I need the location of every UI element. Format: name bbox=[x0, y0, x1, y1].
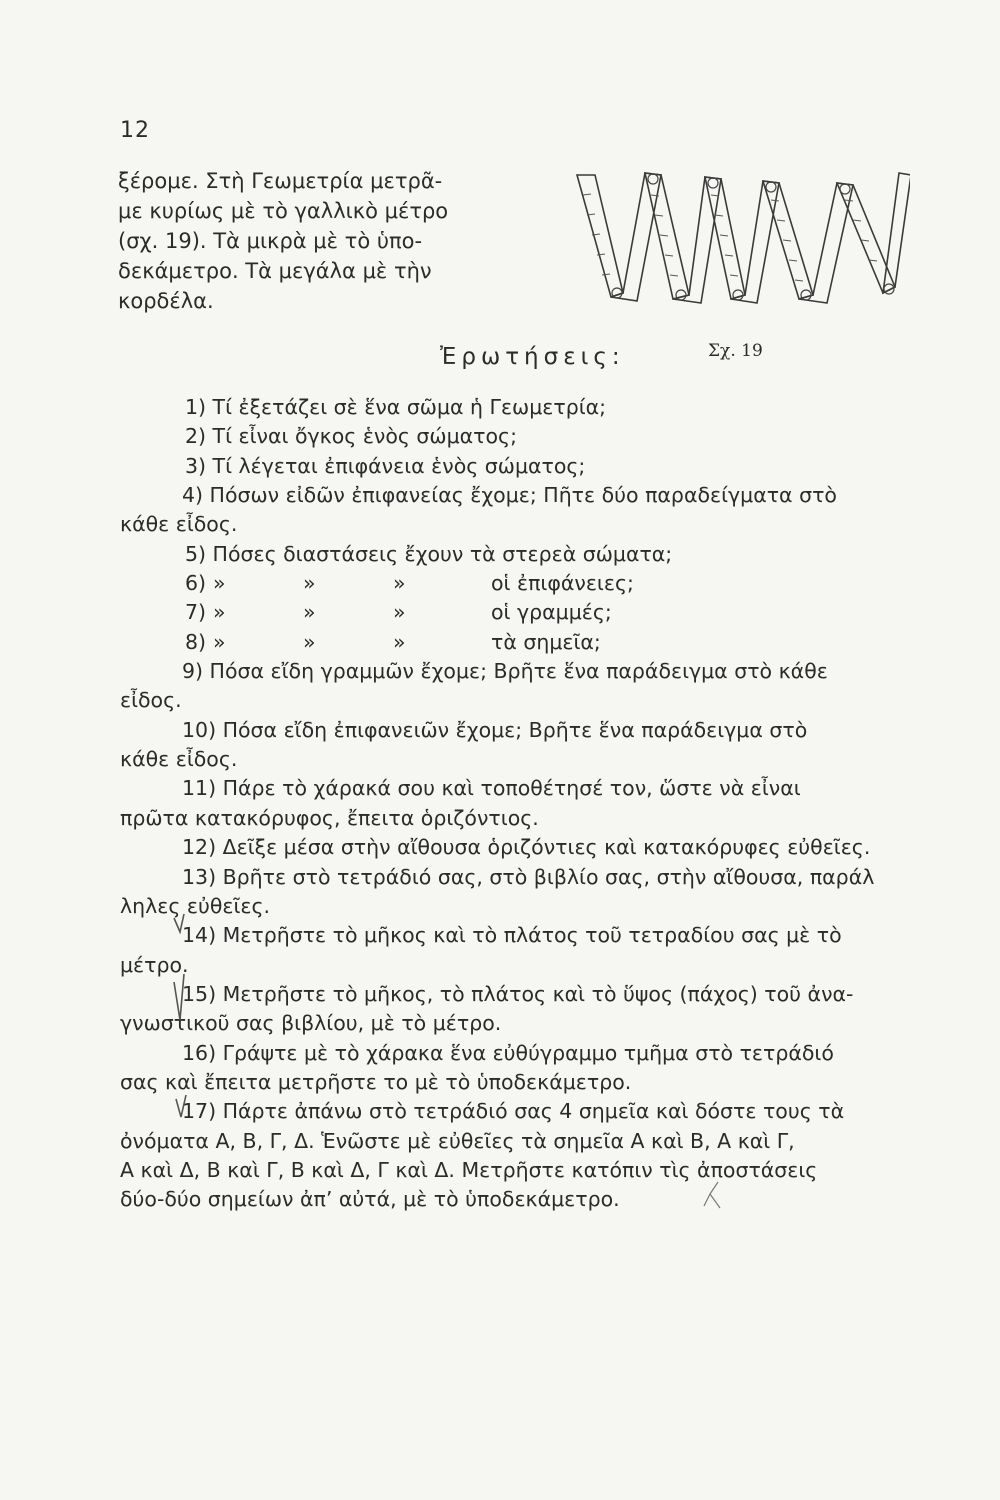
tick-marks bbox=[583, 194, 610, 275]
hinge bbox=[708, 178, 718, 188]
ditto-mark: » bbox=[303, 629, 316, 654]
question-item bbox=[120, 774, 935, 833]
question-text-continued: δύο-δύο σημείων ἀπ’ αὐτά, μὲ τὸ ὑποδεκάμετρο. bbox=[120, 1187, 620, 1212]
question-text-continued: πρῶτα κατακόρυφος, ἔπειτα ὁριζόντιος. bbox=[120, 805, 539, 830]
question-item bbox=[120, 863, 935, 922]
ditto-mark: » bbox=[393, 600, 406, 625]
question-item bbox=[120, 833, 935, 862]
question-text: 9) Πόσα εἴδη γραμμῶν ἔχομε; Βρῆτε ἕνα παράδειγμα στὸ κάθε bbox=[182, 659, 828, 684]
question-text: 10) Πόσα εἴδη ἐπιφανειῶν ἔχομε; Βρῆτε ἕνα παράδειγμα στὸ bbox=[182, 717, 808, 742]
question-text: 3) Τί λέγεται ἐπιφάνεια ἑνὸς σώματος; bbox=[185, 453, 586, 478]
question-item bbox=[120, 921, 935, 980]
ditto-mark: » bbox=[303, 600, 316, 625]
question-item bbox=[120, 980, 935, 1039]
pencil-mark-icon bbox=[700, 1180, 726, 1210]
hinge bbox=[733, 290, 743, 300]
hinge bbox=[801, 290, 811, 300]
question-text-continued: κάθε εἶδος. bbox=[120, 512, 238, 537]
page-number: 12 bbox=[120, 118, 150, 143]
pencil-check-icon bbox=[174, 1093, 190, 1119]
question-text-continued: ληλες εὐθεῖες. bbox=[120, 893, 271, 918]
question-item bbox=[120, 393, 935, 422]
ditto-mark: » bbox=[393, 629, 406, 654]
questions-list bbox=[120, 393, 935, 1215]
question-text: τὰ σημεῖα; bbox=[491, 629, 601, 654]
hinge bbox=[766, 182, 776, 192]
question-text-continued: κάθε εἶδος. bbox=[120, 747, 238, 772]
hinge bbox=[648, 174, 658, 184]
ruler-segment bbox=[731, 181, 779, 303]
question-text: 1) Τί ἐξετάζει σὲ ἕνα σῶμα ἡ Γεωμετρία; bbox=[185, 395, 607, 419]
question-item bbox=[120, 1039, 935, 1098]
question-text: 12) Δεῖξε μέσα στὴν αἴθουσα ὁριζόντιες καὶ κατακόρυφες εὐθεῖες. bbox=[182, 835, 871, 860]
ditto-mark: » bbox=[213, 600, 226, 625]
question-text: 4) Πόσων εἰδῶν ἐπιφανείας ἔχομε; Πῆτε δύο παραδείγματα στὸ bbox=[182, 483, 837, 508]
intro-line: με κυρίως μὲ τὸ γαλλικὸ μέτρο bbox=[118, 199, 449, 223]
ruler-segments bbox=[577, 173, 910, 303]
question-text: 5) Πόσες διαστάσεις ἔχουν τὰ στερεὰ σώματα; bbox=[185, 541, 673, 566]
question-item bbox=[120, 540, 935, 569]
question-item bbox=[120, 716, 935, 775]
question-text: 16) Γράψτε μὲ τὸ χάρακα ἕνα εὐθύγραμμο τμῆμα στὸ τετράδιό bbox=[182, 1040, 834, 1065]
ditto-mark: » bbox=[213, 571, 226, 596]
question-text-continued: ὀνόματα Α, Β, Γ, Δ. Ἑνῶστε μὲ εὐθεῖες τὰ σημεῖα Α καὶ Β, Α καὶ Γ, bbox=[120, 1128, 795, 1153]
figure-caption: Σχ. 19 bbox=[708, 341, 763, 361]
hinge bbox=[840, 184, 850, 194]
question-item bbox=[120, 598, 935, 627]
question-text-continued: σας καὶ ἔπειτα μετρῆστε το μὲ τὸ ὑποδεκάμετρο. bbox=[120, 1069, 632, 1094]
ruler-segment bbox=[577, 175, 623, 297]
ruler-segment bbox=[611, 173, 661, 301]
question-text: 11) Πάρε τὸ χάρακά σου καὶ τοποθέτησέ τον, ὥστε νὰ εἶναι bbox=[182, 776, 801, 801]
question-item bbox=[120, 628, 935, 657]
intro-line: δεκάμετρο. Τὰ μεγάλα μὲ τὴν bbox=[118, 259, 432, 283]
intro-line: (σχ. 19). Τὰ μικρὰ μὲ τὸ ὑπο- bbox=[118, 229, 423, 253]
tick-marks bbox=[711, 195, 738, 276]
intro-line: ξέρομε. Στὴ Γεωμετρία μετρᾶ- bbox=[118, 169, 443, 193]
question-number: 7) bbox=[185, 600, 207, 625]
pencil-check-icon bbox=[172, 972, 190, 1022]
question-text: 15) Μετρῆστε τὸ μῆκος, τὸ πλάτος καὶ τὸ ὕψος (πάχος) τοῦ ἀνα- bbox=[182, 981, 854, 1006]
question-text: 2) Τί εἶναι ὄγκος ἑνὸς σώματος; bbox=[185, 424, 517, 449]
question-number: 8) bbox=[185, 629, 207, 654]
question-text: 13) Βρῆτε στὸ τετράδιό σας, στὸ βιβλίο σας, στὴν αἴθουσα, παράλ bbox=[182, 864, 875, 889]
pencil-check-icon bbox=[172, 912, 190, 934]
intro-paragraph bbox=[118, 166, 503, 316]
question-item bbox=[120, 422, 935, 451]
ruler-segment bbox=[883, 173, 910, 293]
question-text: 14) Μετρῆστε τὸ μῆκος καὶ τὸ πλάτος τοῦ τετραδίου σας μὲ τὸ bbox=[182, 923, 842, 948]
question-text: οἱ γραμμές; bbox=[491, 600, 612, 625]
tick-marks bbox=[771, 200, 803, 281]
question-item bbox=[120, 452, 935, 481]
question-item bbox=[120, 569, 935, 598]
question-number: 6) bbox=[185, 571, 207, 596]
ditto-mark: » bbox=[303, 571, 316, 596]
hinge bbox=[676, 290, 686, 300]
question-text-continued: γνωστικοῦ σας βιβλίου, μὲ τὸ μέτρο. bbox=[120, 1011, 502, 1036]
ruler-segment bbox=[763, 181, 813, 299]
question-text-continued: εἶδος. bbox=[120, 688, 182, 713]
question-text-continued: μέτρο. bbox=[120, 952, 189, 977]
question-text: 17) Πάρτε ἀπάνω στὸ τετράδιό σας 4 σημεῖα καὶ δόστε τους τὰ bbox=[182, 1099, 845, 1124]
question-item bbox=[120, 481, 935, 540]
question-item bbox=[120, 1097, 935, 1214]
question-text: οἱ ἐπιφάνειες; bbox=[491, 571, 634, 596]
intro-line: κορδέλα. bbox=[118, 289, 214, 313]
question-text-continued: Α καὶ Δ, Β καὶ Γ, Β καὶ Δ, Γ καὶ Δ. Μετρῆστε κατόπιν τὶς ἀποστάσεις bbox=[120, 1157, 818, 1182]
ruler-segment bbox=[837, 183, 895, 293]
questions-heading: Ἐρωτήσεις: bbox=[440, 344, 625, 370]
question-item bbox=[120, 657, 935, 716]
ruler-segment bbox=[673, 177, 721, 303]
folding-ruler-icon bbox=[565, 165, 910, 310]
ditto-mark: » bbox=[393, 571, 406, 596]
ditto-mark: » bbox=[213, 629, 226, 654]
